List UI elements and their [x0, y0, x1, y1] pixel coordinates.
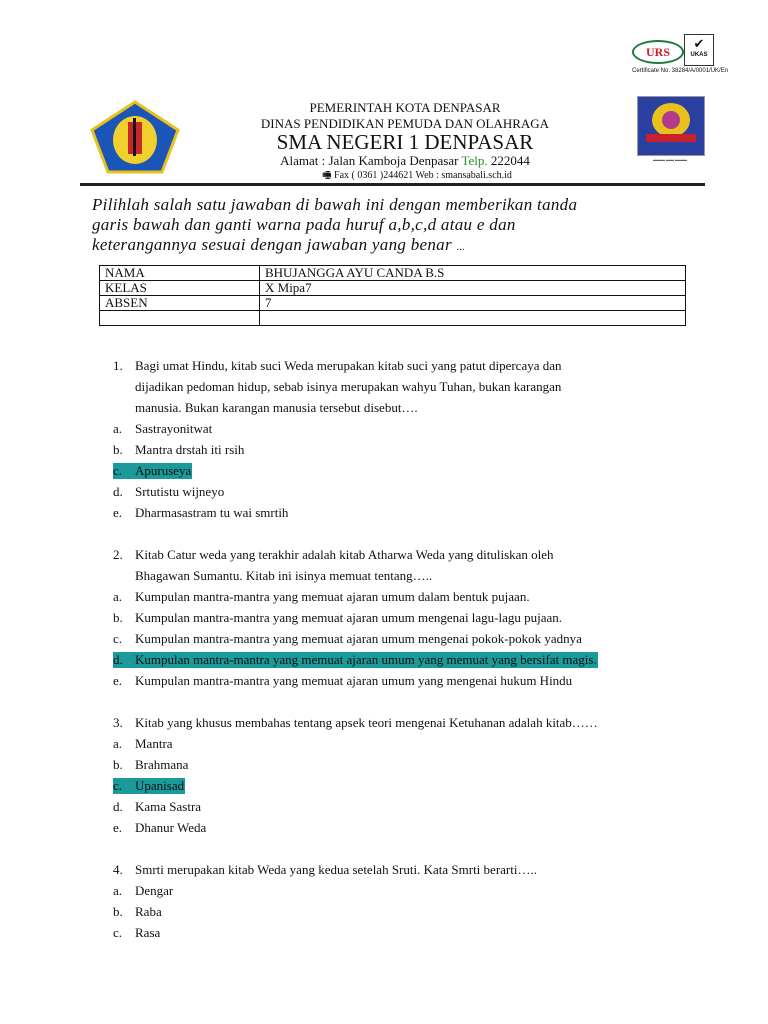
option-letter: c.: [113, 778, 123, 793]
ukas-logo-text: UKAS: [690, 52, 708, 58]
option-letter: b.: [113, 442, 123, 457]
option-text: Kumpulan mantra-mantra yang memuat ajaran umum yang memuat yang bersifat magis.: [135, 652, 597, 667]
answer-option: [113, 799, 201, 815]
answer-option: [113, 610, 562, 626]
dept-title: DINAS PENDIDIKAN PEMUDA DAN OLAHRAGA: [260, 116, 550, 131]
option-text: Mantra drstah iti rsih: [135, 442, 245, 457]
answer-option-selected: [113, 463, 192, 479]
option-text: Srtutistu wijneyo: [135, 484, 225, 499]
label-cell: NAMA: [100, 266, 260, 281]
option-text: Sastrayonitwat: [135, 421, 213, 436]
answer-option: [113, 589, 530, 605]
option-letter: d.: [113, 799, 123, 814]
table-row: [100, 296, 686, 311]
option-letter: d.: [113, 484, 123, 499]
option-letter: c.: [113, 925, 123, 940]
value-cell: 7: [260, 296, 686, 311]
address-text: Alamat : Jalan Kamboja Denpasar: [280, 153, 462, 168]
header-divider: [80, 183, 705, 186]
option-text: Apuruseya: [135, 463, 192, 478]
question-text: Bagi umat Hindu, kitab suci Weda merupakan kitab suci yang patut dipercaya dan: [135, 358, 562, 373]
check-icon: ✔: [693, 36, 705, 51]
table-row: [100, 281, 686, 296]
answer-option: [113, 631, 582, 647]
fax-web-text: Fax ( 0361 )244621 Web : smansabali.sch.id: [334, 170, 512, 181]
address: [0, 153, 768, 169]
instruction-line-1: Pilihlah salah satu jawaban di bawah ini dengan memberikan tanda: [92, 195, 578, 214]
question-number: 4.: [113, 862, 123, 877]
answer-option-selected: [113, 778, 185, 794]
value-cell: [260, 311, 686, 326]
answer-option: [113, 442, 244, 458]
option-letter: b.: [113, 904, 123, 919]
option-letter: d.: [113, 652, 123, 667]
question-text: manusia. Bukan karangan manusia tersebut disebut….: [135, 400, 418, 415]
option-text: Brahmana: [135, 757, 189, 772]
answer-option: [113, 757, 188, 773]
question-text: Kitab yang khusus membahas tentang apsek teori mengenai Ketuhanan adalah kitab……: [135, 715, 598, 730]
option-text: Kumpulan mantra-mantra yang memuat ajaran umum dalam bentuk pujaan.: [135, 589, 530, 604]
answer-option: [113, 505, 288, 521]
table-row: [100, 311, 686, 326]
option-text: Dharmasastram tu wai smrtih: [135, 505, 289, 520]
instruction-ellipsis: ...: [456, 242, 465, 253]
answer-option: [113, 925, 160, 941]
question-text: Smrti merupakan kitab Weda yang kedua setelah Sruti. Kata Smrti berarti…..: [135, 862, 537, 877]
answer-option: [113, 904, 162, 920]
fax-icon: 🖷: [322, 170, 335, 181]
label-cell: ABSEN: [100, 296, 260, 311]
option-text: Raba: [135, 904, 162, 919]
option-text: Dhanur Weda: [135, 820, 207, 835]
answer-option: [113, 421, 212, 437]
answer-option: [113, 673, 572, 689]
option-text: Kumpulan mantra-mantra yang memuat ajaran umum mengenai lagu-lagu pujaan.: [135, 610, 563, 625]
question-number: 3.: [113, 715, 123, 730]
option-text: Upanisad: [135, 778, 185, 793]
question-number: 1.: [113, 358, 123, 373]
option-letter: b.: [113, 610, 123, 625]
table-row: [100, 266, 686, 281]
question-text: Kitab Catur weda yang terakhir adalah kitab Atharwa Weda yang dituliskan oleh: [135, 547, 554, 562]
value-cell: X Mipa7: [260, 281, 686, 296]
instruction-text: keterangannya sesuai dengan jawaban yang benar: [92, 235, 452, 254]
option-letter: e.: [113, 673, 123, 688]
answer-option: [113, 484, 224, 500]
option-text: Kumpulan mantra-mantra yang memuat ajaran umum yang mengenai hukum Hindu: [135, 673, 573, 688]
instruction-line-2: garis bawah dan ganti warna pada huruf a,b,c,d atau e dan: [92, 215, 516, 234]
instruction-line-3: [92, 235, 465, 255]
question-number: 2.: [113, 547, 123, 562]
answer-option-selected: [113, 652, 598, 668]
option-letter: c.: [113, 463, 123, 478]
certificate-number: Certificate No. 38284/A/0001/UK/En: [632, 68, 729, 74]
telp-number: 222044: [487, 153, 530, 168]
question-text: Bhagawan Sumantu. Kitab ini isinya memuat tentang…..: [135, 568, 433, 583]
label-cell: KELAS: [100, 281, 260, 296]
option-text: Mantra: [135, 736, 173, 751]
option-text: Dengar: [135, 883, 174, 898]
option-text: Rasa: [135, 925, 161, 940]
urs-logo: URS: [632, 40, 684, 64]
student-info-table: [99, 265, 686, 326]
telp-label: Telp.: [461, 153, 488, 168]
option-letter: a.: [113, 589, 123, 604]
option-letter: e.: [113, 505, 123, 520]
gov-title: PEMERINTAH KOTA DENPASAR: [309, 100, 501, 115]
option-letter: a.: [113, 421, 123, 436]
answer-option: [113, 736, 173, 752]
answer-option: [113, 820, 206, 836]
value-cell: BHUJANGGA AYU CANDA B.S: [260, 266, 686, 281]
option-letter: c.: [113, 631, 123, 646]
option-letter: a.: [113, 736, 123, 751]
question-text: dijadikan pedoman hidup, sebab isinya merupakan wahyu Tuhan, bukan karangan: [135, 379, 562, 394]
option-letter: a.: [113, 883, 123, 898]
ukas-logo: [684, 34, 714, 66]
option-letter: b.: [113, 757, 123, 772]
option-letter: e.: [113, 820, 123, 835]
school-name: SMA NEGERI 1 DENPASAR: [276, 130, 534, 154]
option-text: Kumpulan mantra-mantra yang memuat ajaran umum mengenai pokok-pokok yadnya: [135, 631, 582, 646]
label-cell: [100, 311, 260, 326]
badge-caption: ▬▬▬ ▬▬ ▬▬▬: [653, 157, 687, 162]
answer-option: [113, 883, 173, 899]
option-text: Kama Sastra: [135, 799, 202, 814]
